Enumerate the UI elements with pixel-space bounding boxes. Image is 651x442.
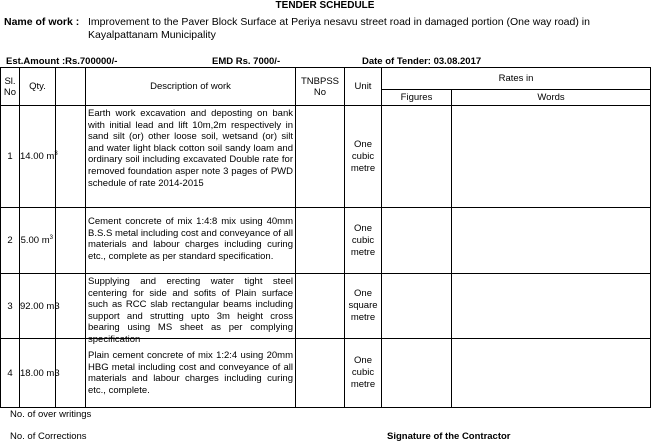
table-row <box>1 208 651 274</box>
row-words <box>452 274 651 339</box>
row-description: Earth work excavation and deposting on bank with initial lead and lift 10m,2m respectively in sand silt (or) other loose soil, wetsand (or) silt and water light black cotton soil sandy loam and ordinary soil including excavated Double rate for removed foundation asper note 3 pages of PWD schedule of rate 2014-2015 <box>86 106 296 208</box>
row-blank <box>56 339 86 408</box>
row-tnbpss <box>296 106 345 208</box>
row-unit: One square metre <box>345 274 382 339</box>
work-name-label: Name of work : <box>4 16 80 28</box>
row-qty: 14.00 $m^3$ <box>20 106 56 208</box>
row-unit: One cubic metre <box>345 208 382 274</box>
row-words <box>452 339 651 408</box>
contractor-signature-label: Signature of the Contractor <box>387 431 511 442</box>
work-name-text: Improvement to the Paver Block Surface at Periya nesavu street road in damaged portion (One way road) in Kayalpattanam Municipality <box>88 16 590 41</box>
row-unit: One cubic metre <box>345 106 382 208</box>
row-sl-no: 3 <box>1 274 20 339</box>
row-qty: 18.00 m3 <box>20 339 56 408</box>
tender-date: Date of Tender: 03.08.2017 <box>362 56 482 67</box>
header-tnbpss: TNBPSS No <box>296 68 345 106</box>
row-tnbpss <box>296 274 345 339</box>
row-sl-no: 4 <box>1 339 20 408</box>
page-title: TENDER SCHEDULE <box>275 0 375 11</box>
row-words <box>452 106 651 208</box>
header-rates-in: Rates in <box>382 68 651 90</box>
row-figures <box>382 339 452 408</box>
estimated-amount: Est.Amount :Rs.700000/- <box>6 56 118 67</box>
header-words: Words <box>452 90 651 106</box>
over-writings-label: No. of over writings <box>10 409 92 420</box>
row-blank <box>56 106 86 208</box>
table-header-row <box>1 68 651 90</box>
header-unit: Unit <box>345 68 382 106</box>
row-qty: 92.00 m3 <box>20 274 56 339</box>
tender-schedule-table <box>0 67 651 408</box>
row-unit: One cubic metre <box>345 339 382 408</box>
row-blank <box>56 274 86 339</box>
table-row <box>1 339 651 408</box>
row-tnbpss <box>296 208 345 274</box>
row-tnbpss <box>296 339 345 408</box>
table-row <box>1 106 651 208</box>
table-row <box>1 274 651 339</box>
row-sl-no: 2 <box>1 208 20 274</box>
corrections-label: No. of Corrections <box>10 431 87 442</box>
row-description: Supplying and erecting water tight steel centering for side and sofits of Plain surface such as RCC slab rectangular beams including support and strutting upto 3m height cross bearing using MS sheet as per complying specification <box>86 274 296 339</box>
row-blank <box>56 208 86 274</box>
header-figures: Figures <box>382 90 452 106</box>
row-figures <box>382 208 452 274</box>
emd-amount: EMD Rs. 7000/- <box>212 56 281 67</box>
row-figures <box>382 106 452 208</box>
header-description: Description of work <box>86 68 296 106</box>
row-words <box>452 208 651 274</box>
row-figures <box>382 274 452 339</box>
row-qty: 5.00 $m^3$ <box>20 208 56 274</box>
row-description: Plain cement concrete of mix 1:2:4 using 20mm HBG metal including cost and conveyance of all materials and labour charges including curing etc., complete. <box>86 339 296 408</box>
header-qty: Qty. <box>20 68 56 106</box>
row-description: Cement concrete of mix 1:4:8 mix using 40mm B.S.S metal including cost and conveyance of all materials and labour charges including curing etc., complete as per standard specification. <box>86 208 296 274</box>
header-sl-no: Sl. No <box>1 68 20 106</box>
header-blank <box>56 68 86 106</box>
row-sl-no: 1 <box>1 106 20 208</box>
